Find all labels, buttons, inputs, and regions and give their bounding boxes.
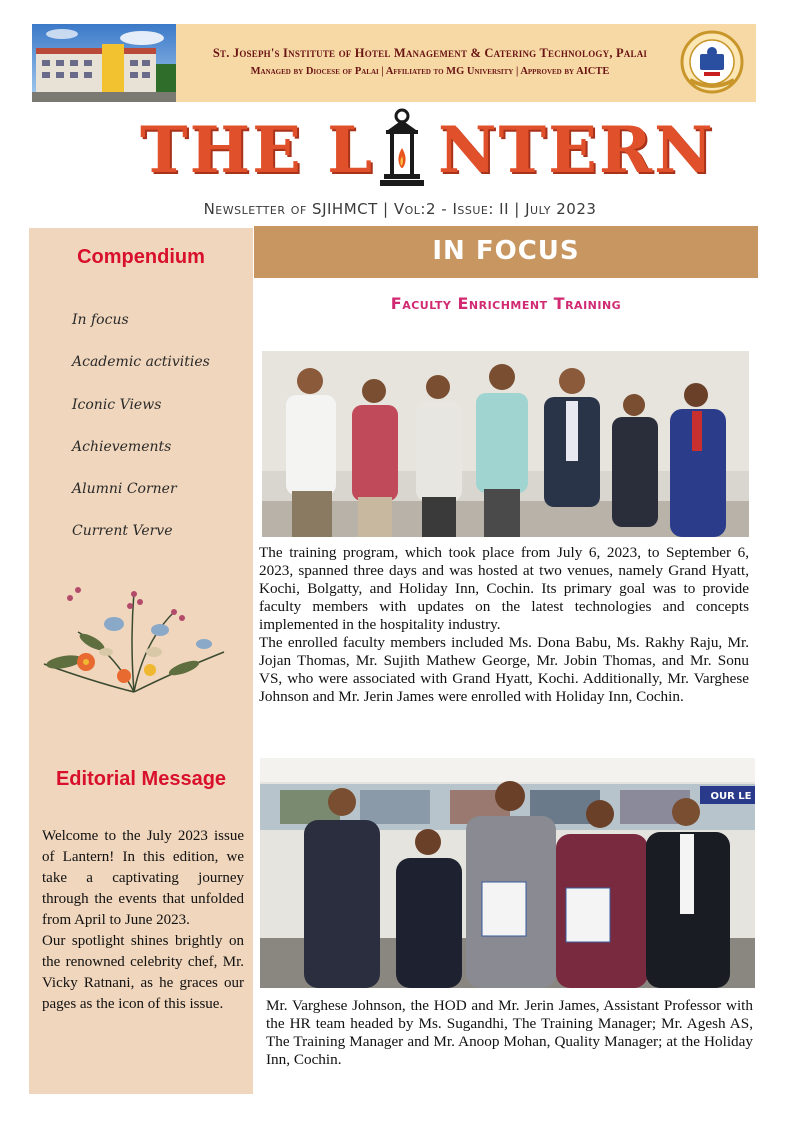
floral-decoration xyxy=(34,572,238,708)
faculty-training-heading: Faculty Enrichment Training xyxy=(390,294,622,313)
newsletter-title-part-1: THE L xyxy=(140,113,375,188)
toc-item-iconic-views[interactable]: Iconic Views xyxy=(72,397,162,413)
training-paragraph-2: The enrolled faculty members included Ms. Dona Babu, Ms. Rakhy Raju, Mr. Jojan Thomas, Mr. Sujith Mathew George, Mr. Jobin Thomas, and Mr. Sonu VS, who were associated with Grand Hyatt, Kochi. Additionally, Mr. Varghese Johnson and Mr. Jerin James were enrolled with Holiday Inn, Cochin. xyxy=(259,634,749,705)
compendium-heading: Compendium xyxy=(77,246,205,268)
lantern-icon xyxy=(376,108,428,188)
toc-item-alumni-corner[interactable]: Alumni Corner xyxy=(72,481,177,497)
campus-building-photo xyxy=(32,24,176,102)
editorial-heading: Editorial Message xyxy=(55,768,227,790)
toc-item-academic-activities[interactable]: Academic activities xyxy=(72,354,210,370)
training-paragraph-1: The training program, which took place from July 6, 2023, to September 6, 2023, spanned three days and was hosted at two venues, namely Grand Hyatt, Kochi, Bolgatty, and Holiday Inn, Cochin. Its primary goal was to provide faculty members with updates on the latest technologies and concepts implemented in the hospitality industry. xyxy=(259,544,749,633)
holiday-inn-photo-caption: Mr. Varghese Johnson, the HOD and Mr. Jerin James, Assistant Professor with the HR team headed by Ms. Sugandhi, The Training Manager; Mr. Agesh AS, The Training Manager and Mr. Anoop Mohan, Quality Manager; at the Holiday Inn, Cochin. xyxy=(266,997,753,1068)
toc-item-current-verve[interactable]: Current Verve xyxy=(72,523,173,539)
newsletter-issue-line: Newsletter of SJIHMCT | Vol:2 - Issue: II | July 2023 xyxy=(203,200,597,218)
toc-item-achievements[interactable]: Achievements xyxy=(72,439,172,455)
editorial-paragraph-1: Welcome to the July 2023 issue of Lantern! In this edition, we take a captivating journey through the events that unfolded from April to June 2023. xyxy=(42,828,244,928)
editorial-message-body xyxy=(42,826,244,1015)
photo-banner-text: OUR LE xyxy=(710,791,752,802)
faculty-group-photo xyxy=(262,351,749,537)
newsletter-title-part-2: NTERN xyxy=(438,113,715,188)
college-emblem-logo xyxy=(680,30,744,94)
in-focus-heading: IN FOCUS xyxy=(432,236,580,266)
editorial-paragraph-2: Our spotlight shines brightly on the renowned celebrity chef, Mr. Vicky Ratnani, as he graces our pages as the icon of this issue. xyxy=(42,933,244,1012)
toc-item-in-focus[interactable]: In focus xyxy=(72,312,129,328)
institute-affiliation: Managed by Diocese of Palai | Affiliated to MG University | Approved by AICTE xyxy=(250,66,610,77)
holiday-inn-group-photo xyxy=(260,758,755,988)
institute-name: St. Joseph's Institute of Hotel Management & Catering Technology, Palai xyxy=(212,46,648,60)
